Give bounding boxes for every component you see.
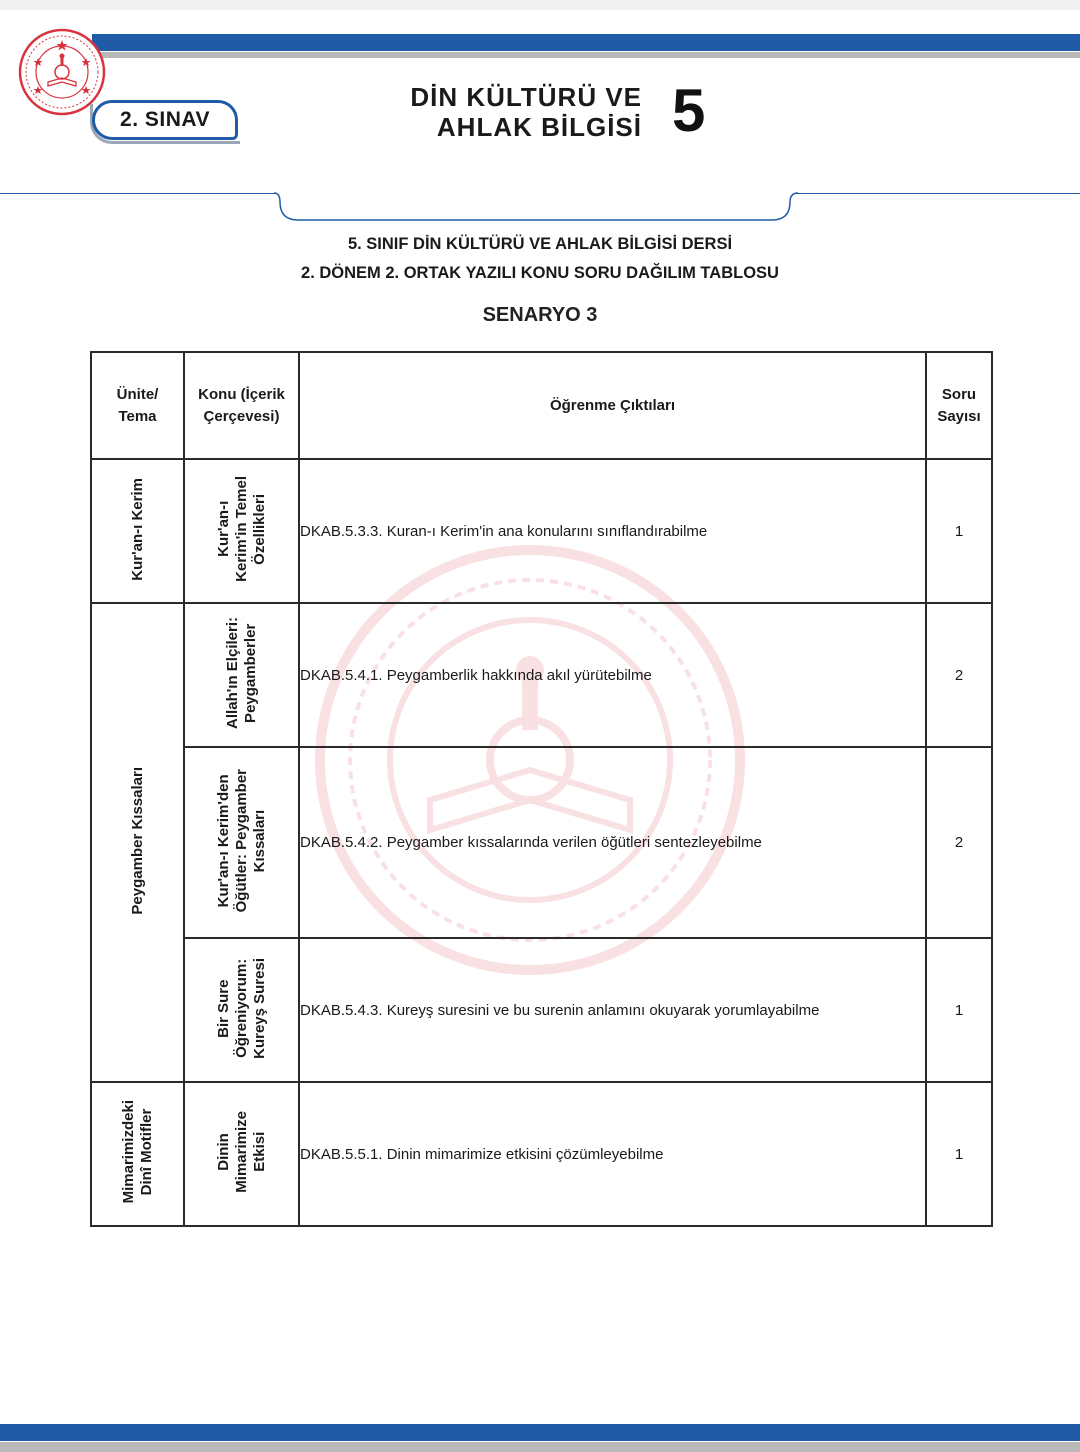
topic-cell <box>184 938 299 1082</box>
table-row <box>91 1082 992 1226</box>
count-cell: 2 <box>926 747 992 938</box>
topic-cell <box>184 1082 299 1226</box>
topic-label: Allah'ın Elçileri: Peygamberler <box>223 617 259 729</box>
footer-gray-band <box>0 1442 1080 1452</box>
topic-label: Dinin Mimarimize Etkisi <box>214 1111 268 1193</box>
table-row <box>91 459 992 603</box>
subject-line-1: DİN KÜLTÜRÜ VE <box>410 82 642 112</box>
topic-cell <box>184 747 299 938</box>
header-gray-band <box>100 52 1080 58</box>
table-row <box>91 938 992 1082</box>
unit-cell <box>91 1082 184 1226</box>
unit-label: Mimarimizdeki Dinî Motifler <box>119 1100 155 1204</box>
header-count: Soru Sayısı <box>926 352 992 459</box>
count-cell: 2 <box>926 603 992 747</box>
unit-label: Peygamber Kıssaları <box>128 766 146 915</box>
header-tab-shape <box>270 192 800 224</box>
outcome-cell: DKAB.5.5.1. Dinin mimarimize etkisini çözümleyebilme <box>299 1082 926 1226</box>
ministry-seal-icon <box>18 28 106 116</box>
scenario-title: SENARYO 3 <box>482 304 598 326</box>
topic-cell <box>184 459 299 603</box>
outcome-cell: DKAB.5.4.2. Peygamber kıssalarında verilen öğütleri sentezleyebilme <box>299 747 926 938</box>
topic-cell <box>184 603 299 747</box>
topic-label: Kur'an-ı Kerim'den Öğütler: Peygamber Kıssaları <box>214 768 268 913</box>
header-unit: Ünite/ Tema <box>91 352 184 459</box>
topic-label: Bir Sure Öğreniyorum: Kureyş Suresi <box>214 957 268 1059</box>
topic-label: Kur'an-ı Kerim'in Temel Özellikleri <box>214 476 268 582</box>
unit-cell <box>91 603 184 1082</box>
unit-cell <box>91 459 184 603</box>
outcome-cell: DKAB.5.4.1. Peygamberlik hakkında akıl yürütebilme <box>299 603 926 747</box>
count-cell: 1 <box>926 459 992 603</box>
table-row <box>91 603 992 747</box>
table-row <box>91 747 992 938</box>
distribution-table <box>90 351 993 1227</box>
footer-blue-band <box>0 1424 1080 1441</box>
header-blue-band <box>92 34 1080 51</box>
outcome-cell: DKAB.5.3.3. Kuran-ı Kerim'in ana konularını sınıflandırabilme <box>299 459 926 603</box>
count-cell: 1 <box>926 1082 992 1226</box>
table-header-row <box>91 352 992 459</box>
grade-number: 5 <box>672 77 706 144</box>
outcome-cell: DKAB.5.4.3. Kureyş suresini ve bu surenin anlamını okuyarak yorumlayabilme <box>299 938 926 1082</box>
subject-line-2: AHLAK BİLGİSİ <box>436 112 642 142</box>
document-heading-1: 5. SINIF DİN KÜLTÜRÜ VE AHLAK BİLGİSİ DERSİ <box>347 235 733 253</box>
exam-label: 2. SINAV <box>120 108 210 131</box>
document-heading-2: 2. DÖNEM 2. ORTAK YAZILI KONU SORU DAĞILIM TABLOSU <box>301 264 779 282</box>
header-outcomes: Öğrenme Çıktıları <box>299 352 926 459</box>
exam-badge <box>92 100 238 140</box>
header-topic: Konu (İçerik Çerçevesi) <box>184 352 299 459</box>
unit-label: Kur'an-ı Kerim <box>128 477 146 581</box>
subject-title <box>380 82 642 142</box>
count-cell: 1 <box>926 938 992 1082</box>
top-strip <box>0 0 1080 10</box>
